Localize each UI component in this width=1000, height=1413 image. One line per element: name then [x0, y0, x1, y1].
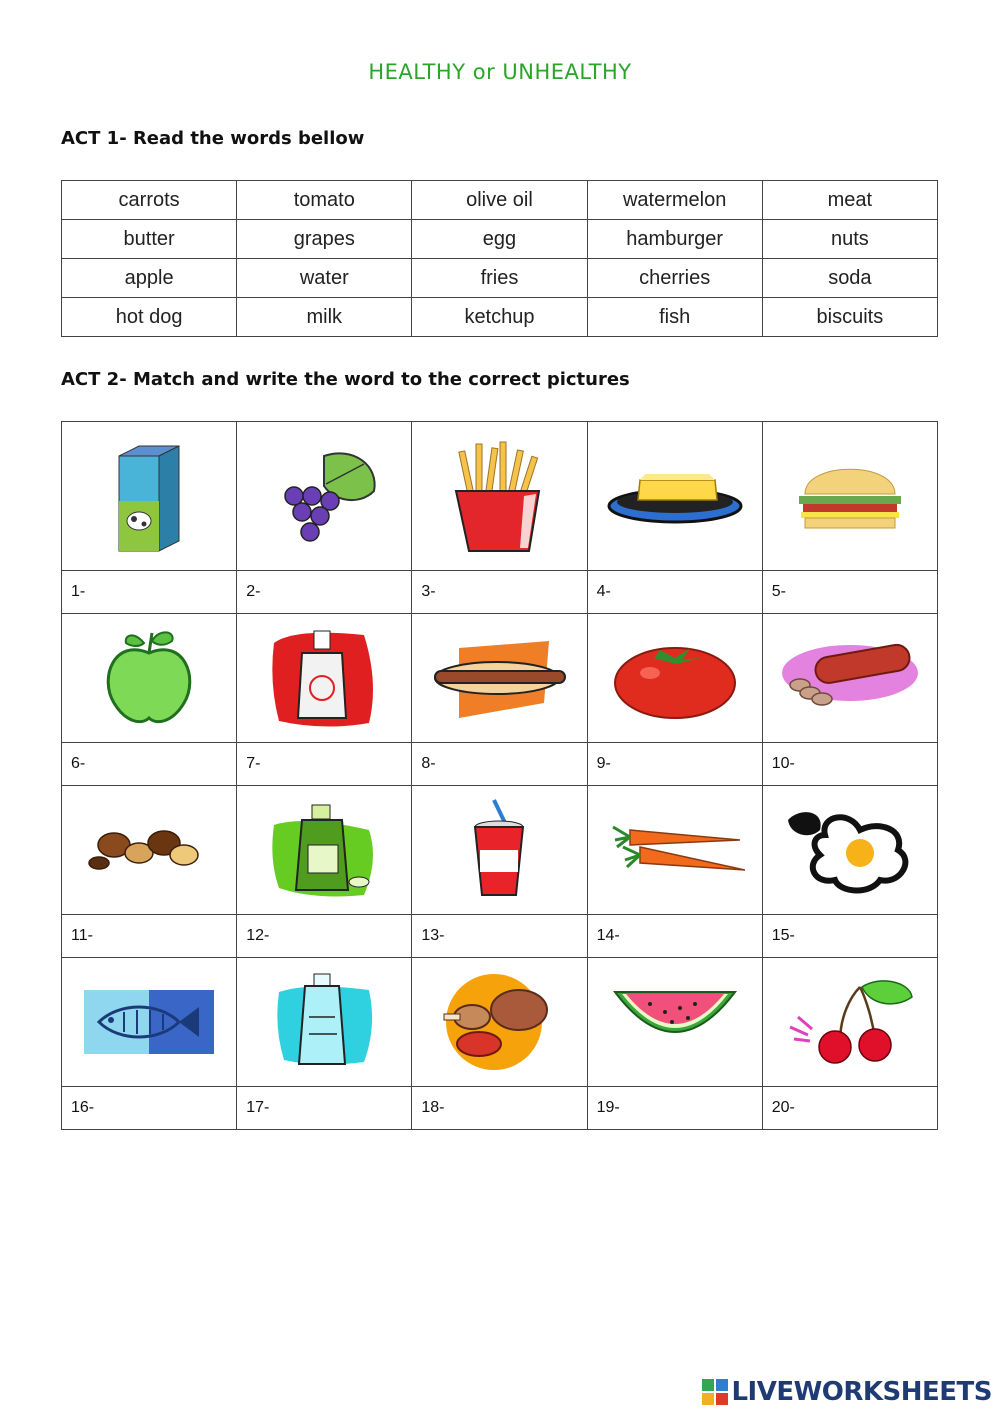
label-row	[62, 915, 938, 958]
brand-name: LIVEWORKSHEETS	[731, 1377, 992, 1407]
word-cell: fries	[412, 259, 587, 298]
word-cell: cherries	[587, 259, 762, 298]
picture-cell	[237, 958, 412, 1087]
word-cell: olive oil	[412, 181, 587, 220]
liveworksheets-brand	[702, 1377, 992, 1407]
act1-heading: ACT 1- Read the words bellow	[61, 128, 365, 149]
label-row	[62, 743, 938, 786]
picture-row	[62, 614, 938, 743]
milk-carton-icon	[109, 436, 189, 556]
answer-cell[interactable]: 9-	[587, 743, 762, 786]
answer-cell[interactable]: 7-	[237, 743, 412, 786]
picture-cell	[62, 422, 237, 571]
watermelon-icon	[610, 982, 740, 1062]
word-cell: milk	[237, 298, 412, 337]
label-row	[62, 1087, 938, 1130]
word-cell: apple	[62, 259, 237, 298]
word-row	[62, 259, 938, 298]
word-cell: ketchup	[412, 298, 587, 337]
fish-icon	[79, 982, 219, 1062]
answer-cell[interactable]: 8-	[412, 743, 587, 786]
picture-cell	[762, 958, 937, 1087]
word-row	[62, 298, 938, 337]
answer-cell[interactable]: 16-	[62, 1087, 237, 1130]
word-cell: butter	[62, 220, 237, 259]
picture-cell	[412, 958, 587, 1087]
cherries-icon	[780, 977, 920, 1067]
picture-cell	[587, 614, 762, 743]
fries-icon	[444, 436, 554, 556]
tomato-icon	[610, 628, 740, 728]
word-cell: carrots	[62, 181, 237, 220]
act2-heading: ACT 2- Match and write the word to the correct pictures	[61, 369, 630, 390]
word-cell: biscuits	[762, 298, 937, 337]
sausage-icon	[780, 633, 920, 723]
egg-icon	[780, 805, 920, 895]
picture-cell	[412, 786, 587, 915]
picture-cell	[762, 786, 937, 915]
picture-cell	[587, 422, 762, 571]
butter-icon	[605, 466, 745, 526]
picture-cell	[237, 614, 412, 743]
soda-icon	[464, 795, 534, 905]
picture-row	[62, 958, 938, 1087]
page-title: HEALTHY or UNHEALTHY	[368, 60, 632, 84]
hamburger-icon	[785, 456, 915, 536]
answer-cell[interactable]: 1-	[62, 571, 237, 614]
apple-icon	[94, 623, 204, 733]
word-cell: hamburger	[587, 220, 762, 259]
hot-dog-icon	[429, 633, 569, 723]
picture-cell	[412, 614, 587, 743]
word-cell: grapes	[237, 220, 412, 259]
olive-oil-icon	[264, 800, 384, 900]
meat-icon	[434, 972, 564, 1072]
picture-cell	[587, 786, 762, 915]
word-row	[62, 181, 938, 220]
answer-cell[interactable]: 10-	[762, 743, 937, 786]
picture-cell	[62, 958, 237, 1087]
label-row	[62, 571, 938, 614]
word-list-table	[61, 180, 938, 337]
picture-row	[62, 786, 938, 915]
answer-cell[interactable]: 3-	[412, 571, 587, 614]
picture-cell	[237, 786, 412, 915]
answer-cell[interactable]: 6-	[62, 743, 237, 786]
answer-cell[interactable]: 2-	[237, 571, 412, 614]
answer-cell[interactable]: 14-	[587, 915, 762, 958]
answer-cell[interactable]: 15-	[762, 915, 937, 958]
ketchup-icon	[264, 623, 384, 733]
word-cell: nuts	[762, 220, 937, 259]
word-cell: egg	[412, 220, 587, 259]
answer-cell[interactable]: 20-	[762, 1087, 937, 1130]
picture-cell	[587, 958, 762, 1087]
answer-cell[interactable]: 12-	[237, 915, 412, 958]
answer-cell[interactable]: 4-	[587, 571, 762, 614]
answer-cell[interactable]: 13-	[412, 915, 587, 958]
word-cell: soda	[762, 259, 937, 298]
word-cell: water	[237, 259, 412, 298]
word-cell: tomato	[237, 181, 412, 220]
liveworksheets-logo-icon	[702, 1379, 728, 1405]
word-cell: meat	[762, 181, 937, 220]
word-cell: fish	[587, 298, 762, 337]
picture-cell	[762, 422, 937, 571]
picture-match-table	[61, 421, 938, 1130]
picture-cell	[62, 786, 237, 915]
nuts-icon	[79, 815, 219, 885]
answer-cell[interactable]: 11-	[62, 915, 237, 958]
picture-cell	[62, 614, 237, 743]
word-cell: watermelon	[587, 181, 762, 220]
picture-cell	[762, 614, 937, 743]
water-bottle-icon	[269, 972, 379, 1072]
word-row	[62, 220, 938, 259]
answer-cell[interactable]: 5-	[762, 571, 937, 614]
carrots-icon	[605, 815, 745, 885]
answer-cell[interactable]: 17-	[237, 1087, 412, 1130]
picture-cell	[412, 422, 587, 571]
answer-cell[interactable]: 19-	[587, 1087, 762, 1130]
answer-cell[interactable]: 18-	[412, 1087, 587, 1130]
picture-row	[62, 422, 938, 571]
word-cell: hot dog	[62, 298, 237, 337]
grapes-icon	[264, 446, 384, 546]
picture-cell	[237, 422, 412, 571]
